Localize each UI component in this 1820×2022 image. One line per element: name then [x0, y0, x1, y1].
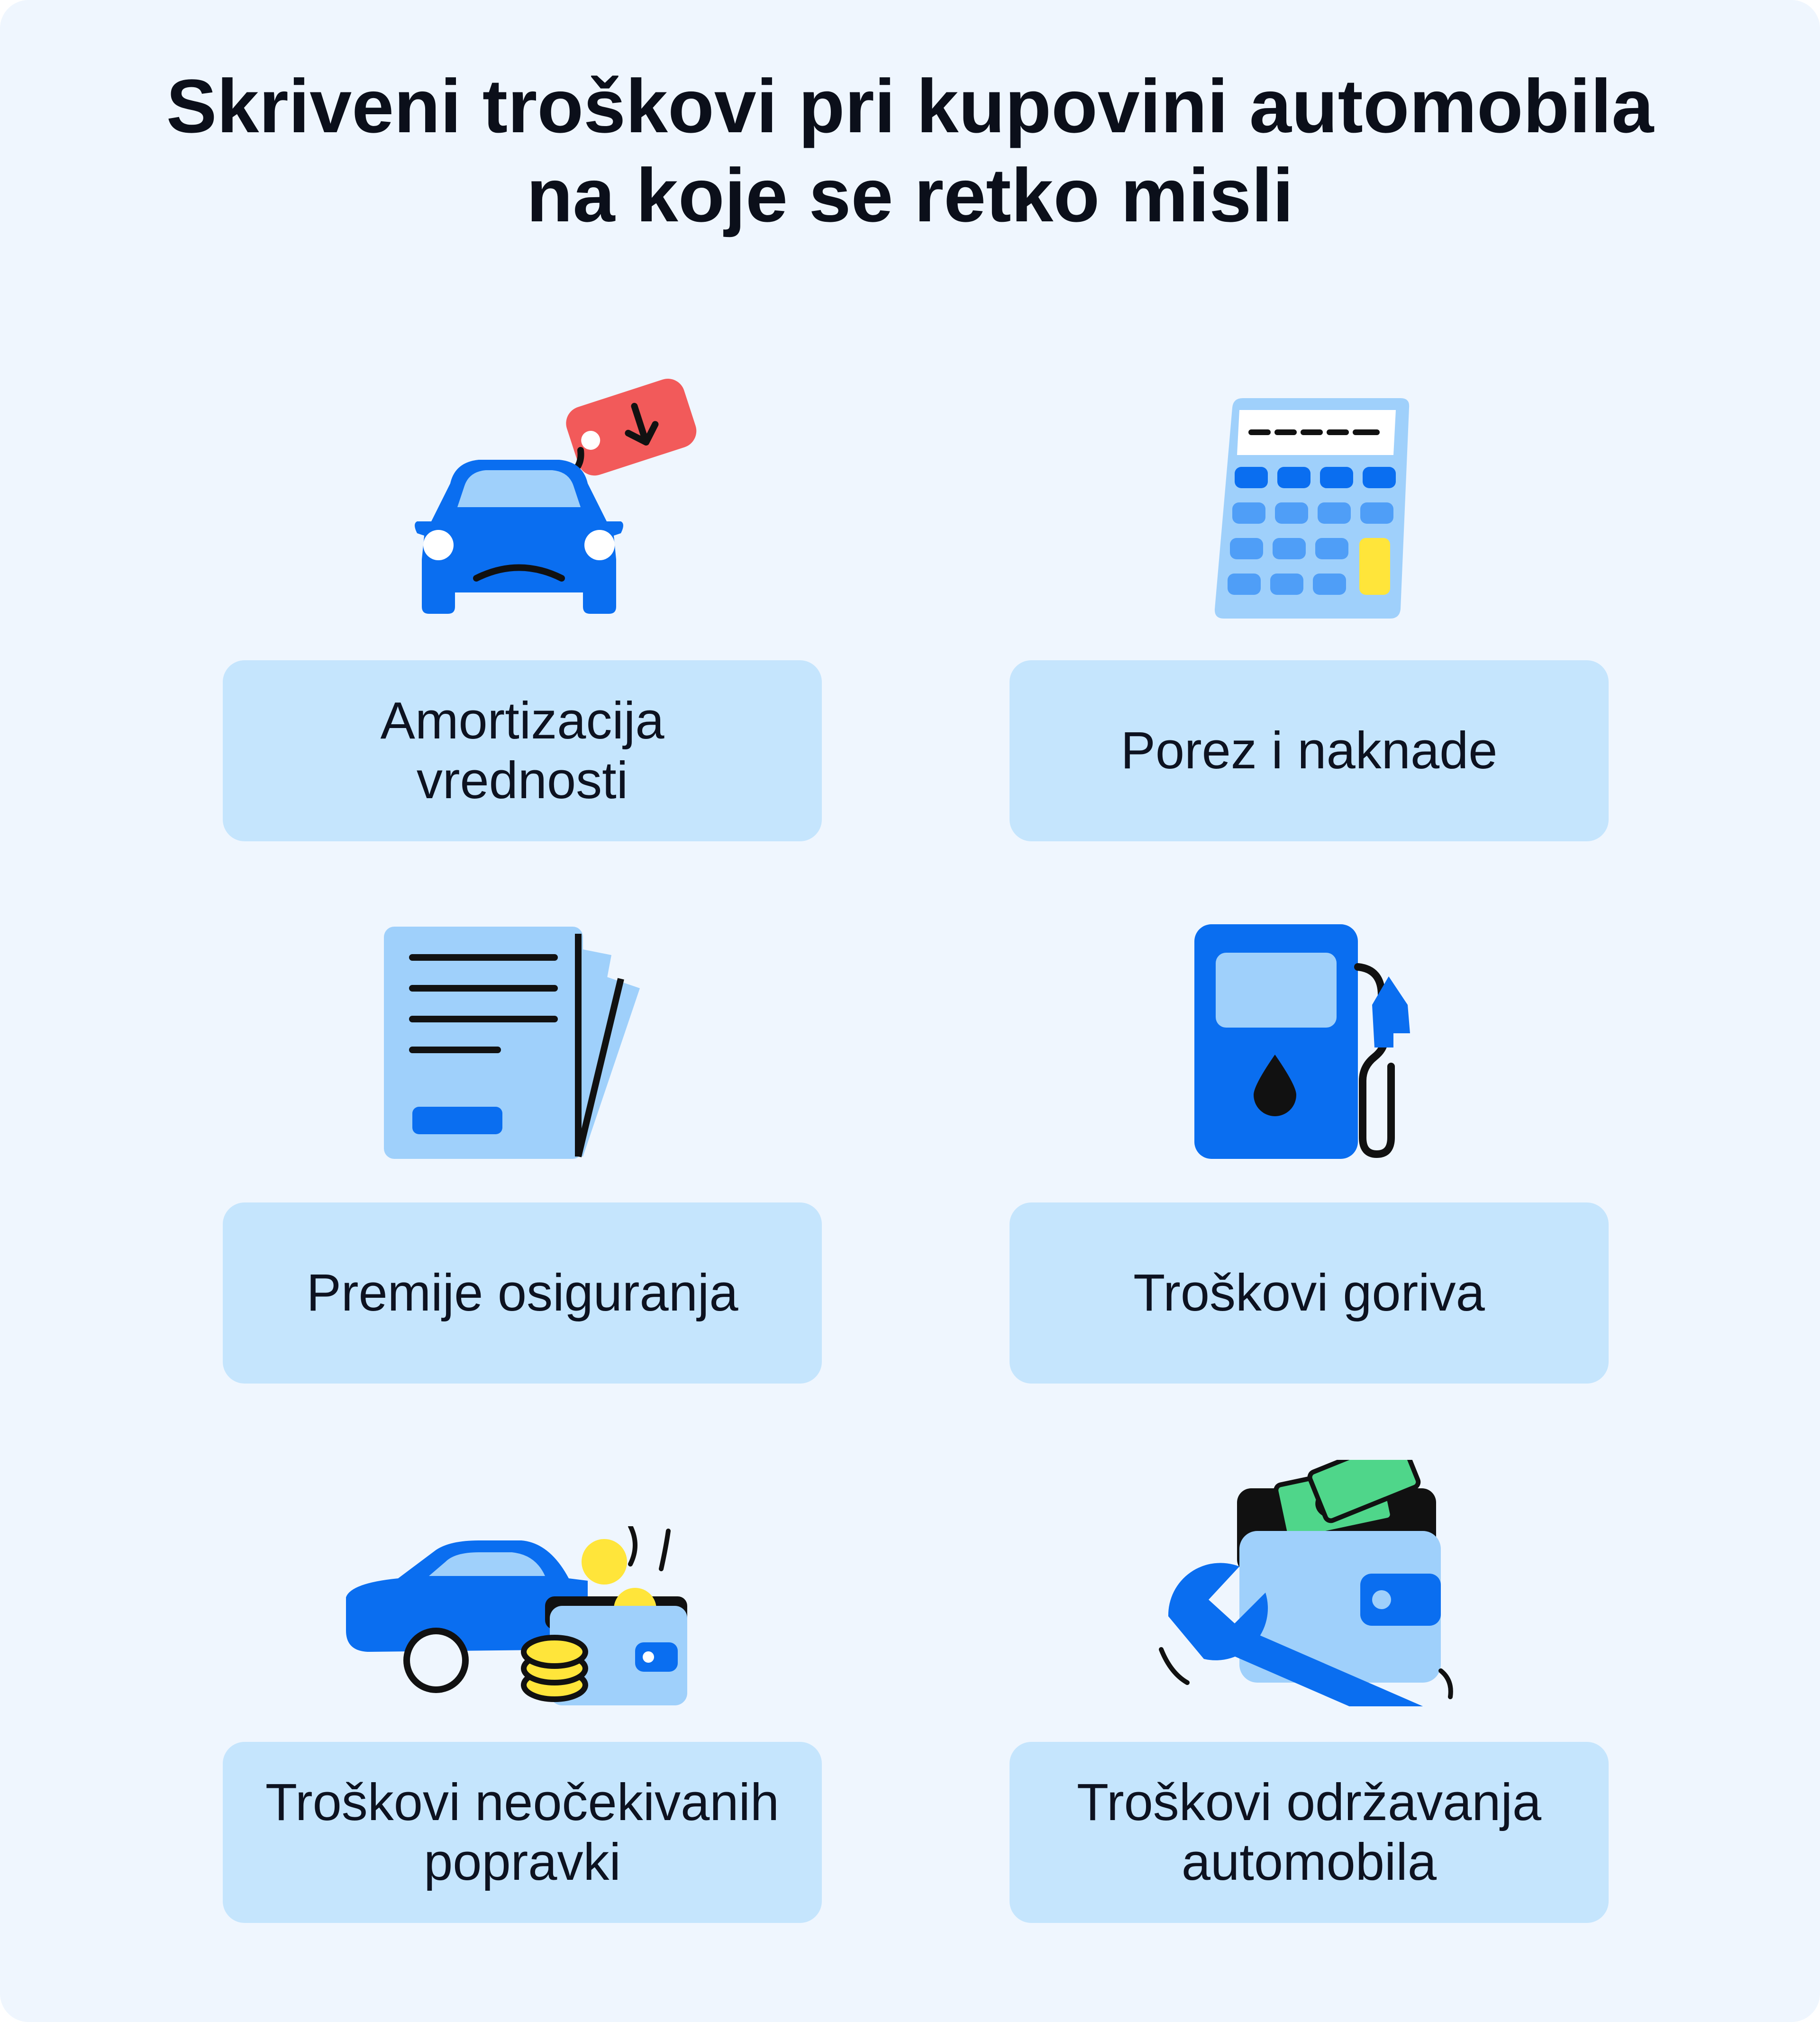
card-premije [223, 1202, 822, 1384]
card-amortizacija [223, 660, 822, 841]
card-label: Troškovi neočekivanih popravki [265, 1773, 780, 1891]
title-line-1: Skriveni troškovi pri kupovini automobila [166, 64, 1654, 148]
calculator-icon [1213, 398, 1412, 621]
card-odrzavanje [1010, 1742, 1609, 1923]
documents-icon [384, 927, 659, 1164]
fuel-pump-icon [1194, 924, 1422, 1161]
car-price-tag-icon [398, 370, 711, 621]
card-label: Porez i naknade [1120, 721, 1498, 780]
car-wallet-coins-icon [341, 1526, 701, 1706]
card-label: Amortizacija vrednosti [380, 692, 664, 810]
card-label: Troškovi goriva [1133, 1264, 1485, 1322]
card-porez [1010, 660, 1609, 841]
page-title [0, 62, 1820, 240]
card-gorivo [1010, 1202, 1609, 1384]
card-label: Premije osiguranja [306, 1264, 738, 1322]
title-line-2: na koje se retko misli [526, 153, 1294, 237]
wallet-wrench-icon [1152, 1460, 1465, 1706]
card-popravke [223, 1742, 822, 1923]
card-label: Troškovi održavanja automobila [1076, 1773, 1542, 1891]
